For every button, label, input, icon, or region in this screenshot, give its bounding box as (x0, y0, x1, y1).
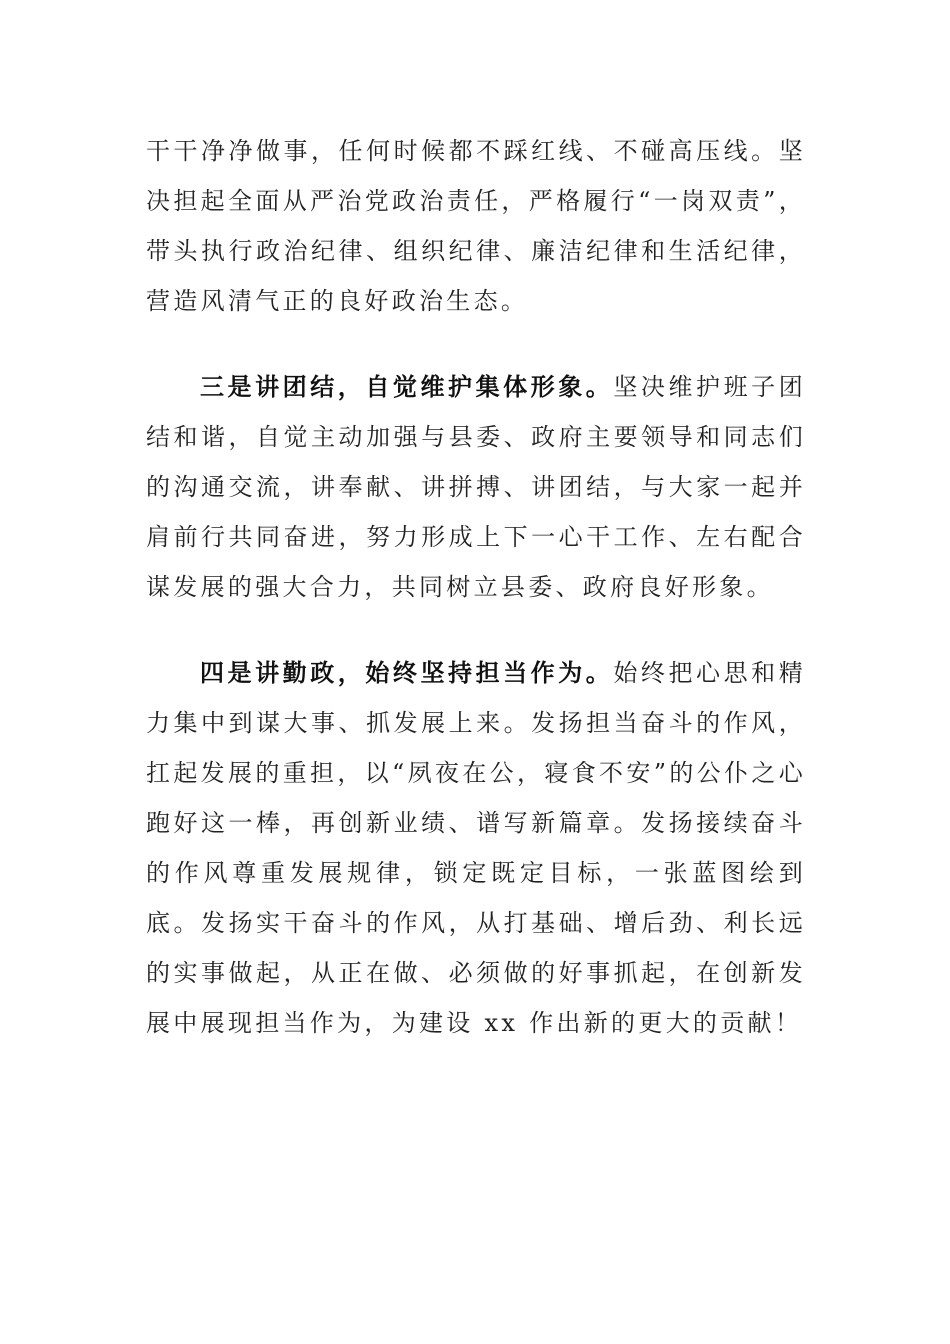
paragraph-diligence (146, 648, 806, 1048)
paragraph-heading: 四是讲勤政，始终坚持担当作为。 (200, 658, 614, 687)
paragraph-text: 干干净净做事，任何时候都不踩红线、不碰高压线。坚决担起全面从严治党政治责任，严格履行“一岗双责”，带头执行政治纪律、组织纪律、廉洁纪律和生活纪律，营造风清气正的良好政治生态。 (146, 137, 806, 315)
paragraph-gap (146, 612, 806, 648)
paragraph-text: 始终把心思和精力集中到谋大事、抓发展上来。发扬担当奋斗的作风，扛起发展的重担，以“夙夜在公，寝食不安”的公仆之心跑好这一棒，再创新业绩、谱写新篇章。发扬接续奋斗的作风尊重发展规律，锁定既定目标，一张蓝图绘到底。发扬实干奋斗的作风，从打基础、增后劲、利长远的实事做起，从正在做、必须做的好事抓起，在创新发展中展现担当作为，为建设 xx 作出新的更大的贡献！ (146, 659, 806, 1037)
paragraph-gap (146, 326, 806, 362)
paragraph-text: 坚决维护班子团结和谐，自觉主动加强与县委、政府主要领导和同志们的沟通交流，讲奉献、讲拼搏、讲团结，与大家一起并肩前行共同奋进，努力形成上下一心干工作、左右配合谋发展的强大合力，共同树立县委、政府良好形象。 (146, 373, 806, 601)
paragraph-unity (146, 362, 806, 612)
document-body (146, 126, 806, 1048)
paragraph-heading: 三是讲团结，自觉维护集体形象。 (200, 372, 614, 401)
paragraph-continuation (146, 126, 806, 326)
